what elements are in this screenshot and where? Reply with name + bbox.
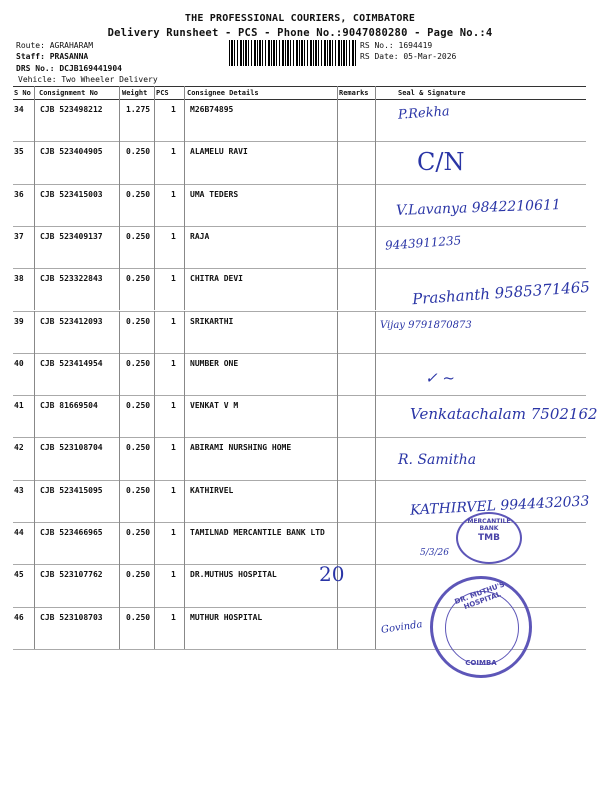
row-consignee: SRIKARTHI (190, 316, 234, 326)
col-divider (119, 99, 120, 141)
row-pcs: 1 (171, 189, 176, 199)
col-divider (184, 437, 185, 479)
col-header-seal: Seal & Signature (398, 89, 466, 97)
row-sno: 39 (14, 316, 24, 326)
col-divider (375, 184, 376, 226)
col-divider (337, 480, 338, 522)
company-title: THE PROFESSIONAL COURIERS, COIMBATORE (184, 13, 416, 24)
row-consignment-no: CJB 523322843 (40, 274, 103, 284)
col-divider (184, 607, 185, 649)
row-consignee: MUTHUR HOSPITAL (190, 612, 263, 622)
col-divider (119, 86, 120, 99)
col-divider (375, 86, 376, 99)
row-sno: 44 (14, 528, 24, 537)
row-sno: 41 (14, 401, 24, 411)
row-consignee: KATHIRVEL (190, 485, 234, 495)
row-sno: 40 (14, 358, 24, 368)
col-divider (184, 184, 185, 226)
col-divider (154, 268, 155, 310)
col-divider (119, 311, 120, 353)
row-weight: 0.250 (126, 358, 151, 368)
col-divider (184, 86, 185, 99)
row-rule (13, 564, 586, 565)
row-sno: 38 (14, 274, 24, 284)
col-divider (375, 564, 376, 606)
barcode (229, 40, 356, 66)
row-sno: 35 (14, 147, 24, 157)
row-weight: 0.250 (126, 528, 151, 537)
row-sno: 36 (14, 189, 24, 199)
signature-r46: Govinda (380, 619, 424, 636)
row-weight: 0.250 (126, 485, 151, 495)
row-pcs: 1 (171, 443, 176, 453)
signature-r37: 9443911235 (384, 233, 462, 253)
col-divider (375, 395, 376, 437)
col-divider (375, 607, 376, 649)
row-weight: 1.275 (126, 105, 151, 114)
row-weight: 0.250 (126, 147, 151, 157)
row-consignee: RAJA (190, 231, 210, 241)
signature-r35: C/N (417, 148, 465, 176)
row-pcs: 1 (171, 528, 176, 537)
col-header-consignee: Consignee Details (187, 89, 259, 97)
bank-stamp (456, 512, 522, 564)
col-divider (337, 86, 338, 99)
col-divider (119, 607, 120, 649)
row-consignee: UMA TEDERS (190, 189, 239, 199)
col-header-pcs: PCS (156, 89, 169, 97)
col-divider (184, 353, 185, 395)
col-divider (34, 480, 35, 522)
col-divider (154, 353, 155, 395)
col-header-sno: S No (14, 89, 31, 97)
row-pcs: 1 (171, 231, 176, 241)
col-divider (337, 437, 338, 479)
col-divider (119, 522, 120, 564)
col-divider (154, 311, 155, 353)
row-sno: 42 (14, 443, 24, 453)
row-weight: 0.250 (126, 316, 151, 326)
row-rule (13, 480, 586, 481)
col-divider (119, 564, 120, 606)
col-divider (34, 607, 35, 649)
col-divider (375, 311, 376, 353)
col-divider (34, 395, 35, 437)
row-pcs: 1 (171, 147, 176, 157)
col-divider (184, 564, 185, 606)
row-weight: 0.250 (126, 570, 151, 580)
vehicle-label: Vehicle: Two Wheeler Delivery (18, 75, 158, 84)
row-rule (13, 311, 586, 312)
row-consignee: TAMILNAD MERCANTILE BANK LTD (190, 528, 325, 537)
row-sno: 34 (14, 105, 24, 114)
col-divider (154, 395, 155, 437)
signature-r39: Vijay 9791870873 (380, 320, 472, 331)
signature-r38: Prashanth 9585371465 (411, 277, 591, 309)
col-divider (375, 141, 376, 183)
row-consignee: M26B74895 (190, 105, 234, 114)
col-divider (119, 395, 120, 437)
row-consignee: NUMBER ONE (190, 358, 239, 368)
col-divider (337, 353, 338, 395)
col-divider (375, 99, 376, 141)
row-pcs: 1 (171, 401, 176, 411)
row-weight: 0.250 (126, 612, 151, 622)
col-divider (154, 480, 155, 522)
col-divider (375, 226, 376, 268)
row-pcs: 1 (171, 570, 176, 580)
col-divider (34, 268, 35, 310)
col-divider (34, 564, 35, 606)
row-pcs: 1 (171, 612, 176, 622)
col-divider (337, 522, 338, 564)
col-divider (154, 522, 155, 564)
row-weight: 0.250 (126, 401, 151, 411)
staff-label: Staff: PRASANNA (16, 52, 89, 61)
row-sno: 45 (14, 570, 24, 580)
signature-r45: 20 (319, 562, 345, 586)
row-weight: 0.250 (126, 274, 151, 284)
col-divider (375, 522, 376, 564)
col-divider (34, 184, 35, 226)
row-consignment-no: CJB 523414954 (40, 358, 103, 368)
col-divider (154, 226, 155, 268)
row-pcs: 1 (171, 358, 176, 368)
col-divider (337, 226, 338, 268)
col-divider (119, 226, 120, 268)
row-rule (13, 268, 586, 269)
row-consignment-no: CJB 81669504 (40, 401, 98, 411)
col-divider (337, 184, 338, 226)
col-divider (184, 480, 185, 522)
col-divider (184, 99, 185, 141)
col-header-consignment: Consignment No (39, 89, 99, 97)
row-consignment-no: CJB 523498212 (40, 105, 103, 114)
col-divider (337, 395, 338, 437)
col-divider (337, 311, 338, 353)
row-rule (13, 395, 586, 396)
row-sno: 46 (14, 612, 24, 622)
col-divider (34, 353, 35, 395)
row-rule (13, 141, 586, 142)
signature-r40: ✓ ~ (425, 369, 455, 387)
col-divider (184, 268, 185, 310)
col-divider (34, 311, 35, 353)
signature-r43: KATHIRVEL 9944432033 (409, 493, 590, 519)
col-divider (34, 141, 35, 183)
row-weight: 0.250 (126, 231, 151, 241)
route-label: Route: AGRAHARAM (16, 41, 94, 50)
row-consignment-no: CJB 523409137 (40, 231, 103, 241)
col-divider (34, 226, 35, 268)
table-header-rule (13, 99, 586, 100)
col-divider (184, 311, 185, 353)
row-weight: 0.250 (126, 443, 151, 453)
col-divider (375, 437, 376, 479)
row-consignee: VENKAT V M (190, 401, 239, 411)
col-divider (337, 99, 338, 141)
col-divider (119, 437, 120, 479)
bank-stamp-code: TMB (478, 533, 500, 543)
row-consignment-no: CJB 523108703 (40, 612, 103, 622)
col-divider (184, 522, 185, 564)
row-pcs: 1 (171, 485, 176, 495)
row-consignee: DR.MUTHUS HOSPITAL (190, 570, 277, 580)
col-divider (154, 184, 155, 226)
row-sno: 43 (14, 485, 24, 495)
col-divider (154, 99, 155, 141)
signature-r44: 5/3/26 (420, 548, 449, 558)
rs-date: RS Date: 05-Mar-2026 (360, 52, 457, 61)
col-divider (154, 437, 155, 479)
row-consignment-no: CJB 523415095 (40, 485, 103, 495)
col-divider (375, 268, 376, 310)
row-consignee: CHITRA DEVI (190, 274, 243, 284)
bank-stamp-text: MERCANTILE BANK (467, 518, 511, 532)
col-divider (119, 480, 120, 522)
col-divider (154, 141, 155, 183)
signature-r41: Venkatachalam 7502162 (410, 405, 598, 423)
col-divider (184, 395, 185, 437)
row-consignee: ABIRAMI NURSHING HOME (190, 443, 292, 453)
row-consignment-no: CJB 523412093 (40, 316, 103, 326)
row-rule (13, 226, 586, 227)
row-consignment-no: CJB 523404905 (40, 147, 103, 157)
col-divider (184, 226, 185, 268)
table-top-rule (13, 86, 586, 87)
row-pcs: 1 (171, 274, 176, 284)
col-divider (375, 353, 376, 395)
signature-r34: P.Rekha (397, 104, 451, 123)
drs-number: DRS No.: DCJB169441904 (16, 64, 122, 73)
col-divider (119, 353, 120, 395)
row-sno: 37 (14, 231, 24, 241)
col-divider (337, 268, 338, 310)
col-divider (119, 184, 120, 226)
col-divider (337, 607, 338, 649)
col-divider (34, 86, 35, 99)
col-divider (154, 86, 155, 99)
hospital-stamp (430, 576, 532, 678)
row-pcs: 1 (171, 105, 176, 114)
col-divider (34, 437, 35, 479)
rs-number: RS No.: 1694419 (360, 41, 433, 50)
col-divider (119, 268, 120, 310)
row-rule (13, 184, 586, 185)
row-consignment-no: CJB 523107762 (40, 570, 103, 580)
col-divider (154, 607, 155, 649)
hospital-stamp-name: DR. MUTHU'S HOSPITAL (453, 580, 506, 612)
row-consignment-no: CJB 523108704 (40, 443, 103, 453)
col-divider (34, 99, 35, 141)
col-divider (375, 480, 376, 522)
col-divider (154, 564, 155, 606)
row-consignee: ALAMELU RAVI (190, 147, 248, 157)
row-consignment-no: CJB 523415003 (40, 189, 103, 199)
col-header-weight: Weight (122, 89, 148, 97)
row-weight: 0.250 (126, 189, 151, 199)
col-divider (337, 141, 338, 183)
row-rule (13, 353, 586, 354)
runsheet-subtitle: Delivery Runsheet - PCS - Phone No.:9047080280 - Page No.:4 (107, 27, 493, 39)
hospital-stamp-city: COIMBA (465, 659, 497, 667)
col-divider (119, 141, 120, 183)
signature-r36: V.Lavanya 9842210611 (395, 197, 562, 219)
col-divider (34, 522, 35, 564)
row-pcs: 1 (171, 316, 176, 326)
row-consignment-no: CJB 523466965 (40, 528, 103, 537)
col-header-remarks: Remarks (339, 89, 369, 97)
row-rule (13, 437, 586, 438)
col-divider (184, 141, 185, 183)
signature-r42: R. Samitha (398, 452, 477, 468)
